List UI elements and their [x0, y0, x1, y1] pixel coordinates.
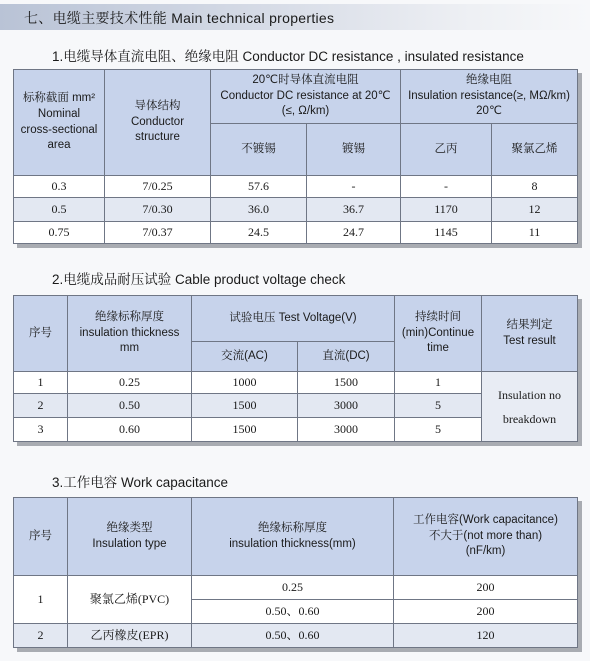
section2-title: 2.电缆成品耐压试验 Cable product voltage check	[52, 272, 346, 287]
cell: 3000	[298, 394, 395, 418]
cell: 0.25	[192, 576, 394, 600]
capacitance-table	[13, 497, 578, 648]
cell: 0.25	[68, 372, 192, 394]
subheader-untinned: 不镀锡	[211, 124, 307, 176]
subheader-dc: 直流(DC)	[298, 342, 395, 372]
header-nominal-area: 标称截面 mm² Nominal cross-sectional area	[14, 70, 105, 176]
subheader-epr: 乙丙	[401, 124, 492, 176]
cell: 7/0.30	[105, 198, 211, 222]
header-test-voltage: 试验电压 Test Voltage(V)	[192, 296, 395, 342]
cell: 11	[492, 222, 578, 244]
cell: 1	[14, 576, 68, 624]
header-dc-resistance: 20℃时导体直流电阻 Conductor DC resistance at 20℃ (≤, Ω/km)	[211, 70, 401, 124]
cell: 1	[395, 372, 482, 394]
cell: 0.3	[14, 176, 105, 198]
cell: 0.60	[68, 418, 192, 442]
cell: 200	[394, 576, 578, 600]
cell: 1500	[298, 372, 395, 394]
cell: 1170	[401, 198, 492, 222]
cell: 24.7	[307, 222, 401, 244]
cell: 24.5	[211, 222, 307, 244]
cell: 120	[394, 624, 578, 648]
cell: 200	[394, 600, 578, 624]
subheader-tinned: 镀锡	[307, 124, 401, 176]
cell: 聚氯乙烯(PVC)	[68, 576, 192, 624]
cell: 0.5	[14, 198, 105, 222]
resistance-table	[13, 69, 578, 244]
header-work-capacitance: 工作电容(Work capacitance) 不大于(not more than) (nF/km)	[394, 498, 578, 576]
header-serial-no: 序号	[14, 296, 68, 372]
cell: 3	[14, 418, 68, 442]
table-row	[14, 624, 578, 648]
section3-title: 3.工作电容 Work capacitance	[52, 475, 229, 490]
table-row	[14, 372, 578, 394]
cell: 5	[395, 394, 482, 418]
header-insulation-thickness: 绝缘标称厚度 insulation thickness mm	[68, 296, 192, 372]
header-insulation-type: 绝缘类型 Insulation type	[68, 498, 192, 576]
header-insulation-resistance: 绝缘电阻 Insulation resistance(≥, MΩ/km) 20℃	[401, 70, 578, 124]
cell: 12	[492, 198, 578, 222]
header-insulation-thickness: 绝缘标称厚度 insulation thickness(mm)	[192, 498, 394, 576]
cell: 36.0	[211, 198, 307, 222]
cell: 乙丙橡皮(EPR)	[68, 624, 192, 648]
cell: 7/0.25	[105, 176, 211, 198]
cell: 0.50、0.60	[192, 600, 394, 624]
cell: 1500	[192, 394, 298, 418]
cell: 0.75	[14, 222, 105, 244]
cell: 7/0.37	[105, 222, 211, 244]
cell: 3000	[298, 418, 395, 442]
cell: 5	[395, 418, 482, 442]
cell: 2	[14, 394, 68, 418]
cell: 1145	[401, 222, 492, 244]
cell: 1000	[192, 372, 298, 394]
header-continue-time: 持续时间 (min)Continue time	[395, 296, 482, 372]
section1-title: 1.电缆导体直流电阻、绝缘电阻 Conductor DC resistance , insulated resistance	[52, 49, 524, 64]
header-conductor-structure: 导体结构 Conductor structure	[105, 70, 211, 176]
subheader-pvc: 聚氯乙烯	[492, 124, 578, 176]
cell: -	[307, 176, 401, 198]
cell: 8	[492, 176, 578, 198]
table-row	[14, 222, 578, 244]
table-row	[14, 176, 578, 198]
main-heading: 七、电缆主要技术性能 Main technical properties	[24, 10, 335, 26]
subheader-ac: 交流(AC)	[192, 342, 298, 372]
cell: 36.7	[307, 198, 401, 222]
table-row	[14, 576, 578, 600]
cell: 1	[14, 372, 68, 394]
table-row	[14, 198, 578, 222]
cell: -	[401, 176, 492, 198]
test-result-value: Insulation no breakdown	[482, 372, 578, 442]
cell: 0.50、0.60	[192, 624, 394, 648]
cell: 57.6	[211, 176, 307, 198]
header-serial-no: 序号	[14, 498, 68, 576]
section-heading-banner	[0, 4, 590, 30]
cell: 0.50	[68, 394, 192, 418]
voltage-test-table	[13, 295, 578, 442]
cell: 1500	[192, 418, 298, 442]
header-test-result: 结果判定 Test result	[482, 296, 578, 372]
cell: 2	[14, 624, 68, 648]
